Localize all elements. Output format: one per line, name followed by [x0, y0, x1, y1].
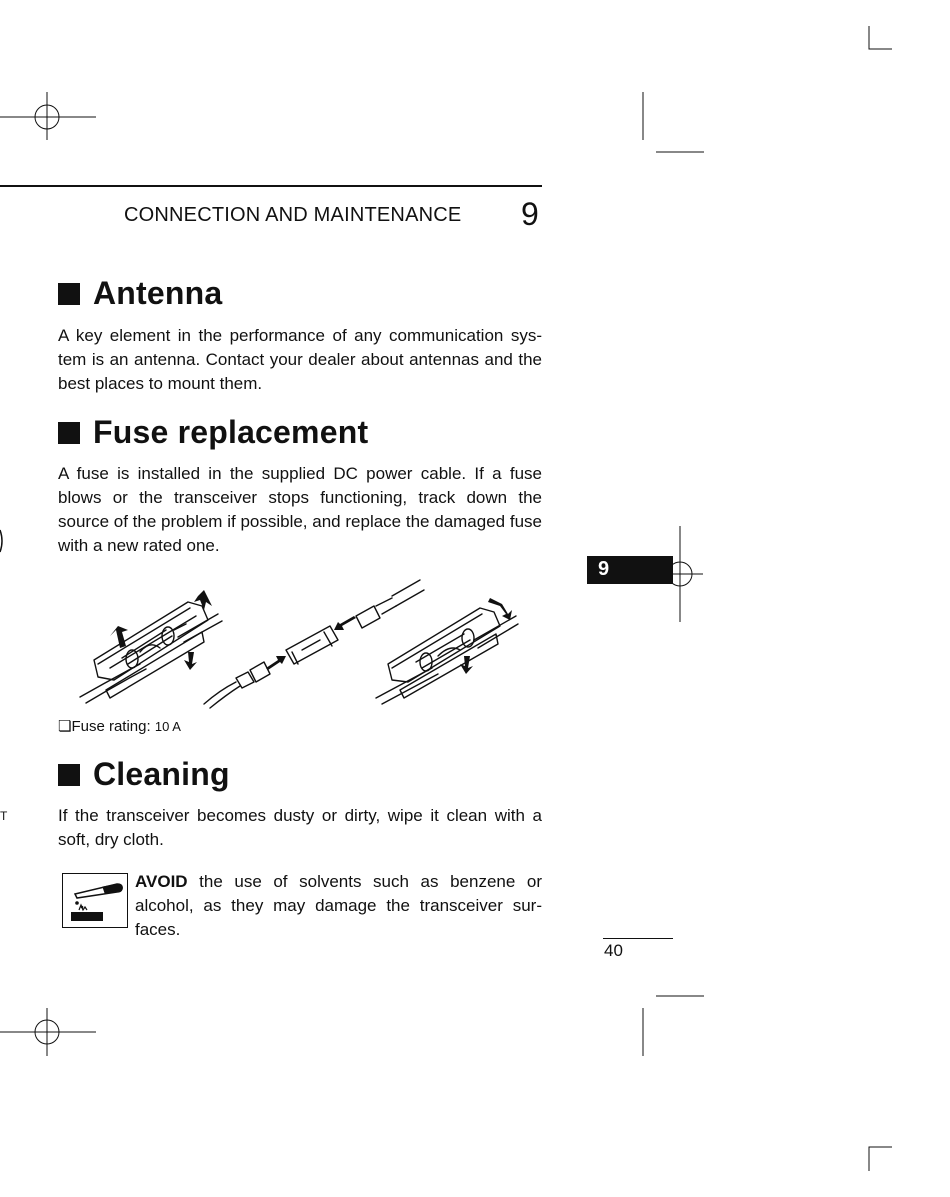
- page-number: 40: [604, 941, 623, 960]
- fuse-rating-value: 10 A: [154, 719, 181, 734]
- edge-fragment: T: [0, 809, 8, 823]
- page-number-rule: [603, 938, 673, 939]
- heading-text: Cleaning: [93, 756, 230, 792]
- section-heading-antenna: [58, 275, 222, 312]
- caution-keyword: AVOID: [135, 872, 188, 891]
- square-bullet-icon: [58, 422, 80, 444]
- chapter-tab-number: 9: [598, 558, 610, 580]
- fuse-holder-opening: [80, 602, 222, 703]
- chapter-tab: [587, 556, 673, 584]
- section-heading-cleaning: [58, 756, 230, 793]
- fuse-holder-closing: [376, 608, 518, 704]
- chapter-number: 9: [521, 196, 539, 232]
- section-heading-fuse: [58, 414, 368, 451]
- registration-crosshair-icon: [0, 92, 96, 140]
- antenna-paragraph: A key element in the performance of any communication sys-tem is an antenna. Contact your dealer about antennas and the best places to mount them.: [58, 326, 542, 393]
- heading-text: Fuse replacement: [93, 414, 369, 450]
- checkbox-icon: ❏: [58, 718, 72, 735]
- square-bullet-icon: [58, 283, 80, 305]
- heading-text: Antenna: [93, 275, 223, 311]
- square-bullet-icon: [58, 764, 80, 786]
- cleaning-paragraph: If the transceiver becomes dusty or dirty, wipe it clean with a soft, dry cloth.: [58, 806, 542, 849]
- registration-crosshair-icon: [0, 1008, 96, 1056]
- caution-text: the use of solvents such as benzene or alcohol, as they may damage the transceiver sur-faces.: [135, 872, 542, 939]
- fuse-replacement-illustration: [70, 572, 530, 712]
- arrow-icons: [266, 616, 356, 670]
- corrosive-warning-icon: [62, 873, 128, 928]
- chapter-title: CONNECTION AND MAINTENANCE: [124, 204, 462, 226]
- header-rule: [0, 185, 542, 187]
- fuse-rating-label: Fuse rating:: [71, 718, 151, 735]
- caution-note: [135, 870, 542, 942]
- fuse-rating: [58, 717, 181, 735]
- fuse-paragraph: A fuse is installed in the supplied DC power cable. If a fuse blows or the transceiver stops functioning, track down the source of the problem if possible, and replace the damaged fuse with a new rated one.: [58, 464, 542, 555]
- fuse-and-cables: [204, 580, 424, 708]
